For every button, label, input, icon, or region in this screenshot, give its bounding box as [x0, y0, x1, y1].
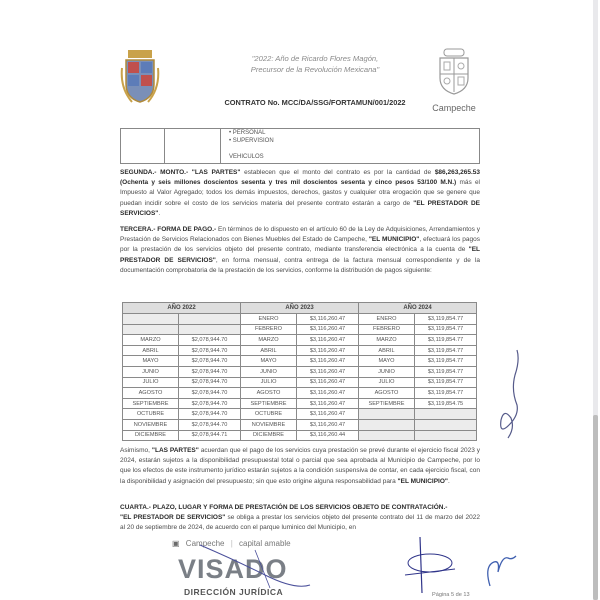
amount-cell: $3,119,854.77	[415, 345, 477, 356]
month-cell: ABRIL	[241, 345, 297, 356]
clause-text: más el Impuesto al Valor Agregado; todos los demás impuestos, derechos, gastos y cualquier otra erogación que se genere que puedan incidir sobre el costo de los servicios materia del presente contrato estarán a cargo de	[120, 179, 480, 207]
amount-cell: $3,116,260.44	[297, 430, 359, 441]
clause-text: acuerdan que el pago de los servicios cuya prestación se prevé durante el ejercicio fiscal 2023 y 2024, estarán sujetos a la disponibilidad presupuestal total o parcial que sea aprobada al Municipio de Campeche, por lo que los efectos de este instrumento jurídico estarán sujetos a la condición suspensiva de contar, en cada ejercicio fiscal, con la disponibilidad y asignación del presupuesto; sin que esto origine alguna responsabilidad para	[120, 447, 480, 485]
month-cell: AGOSTO	[241, 388, 297, 399]
month-cell: ABRIL	[123, 345, 179, 356]
services-table-fragment	[120, 128, 480, 164]
table-row	[123, 345, 477, 356]
amount-cell: $2,078,944.70	[179, 409, 241, 420]
parties-term: "LAS PARTES"	[191, 169, 241, 176]
month-cell: MARZO	[123, 335, 179, 346]
payment-schedule-table	[122, 302, 477, 441]
stamp-title: VISADO	[178, 554, 288, 584]
amount-cell: $3,116,260.47	[297, 345, 359, 356]
table-cell	[121, 129, 165, 163]
crest-icon: ▣	[172, 539, 180, 548]
amount-cell: $3,119,854.77	[415, 335, 477, 346]
month-cell: OCTUBRE	[241, 409, 297, 420]
contract-number: CONTRATO No. MCC/DA/SSG/FORTAMUN/001/2022	[224, 98, 406, 107]
table-row	[123, 430, 477, 441]
clause-text: establecen que el monto del contrato es por la cantidad de	[240, 169, 435, 176]
month-cell: ABRIL	[359, 345, 415, 356]
month-cell: AGOSTO	[359, 388, 415, 399]
month-cell	[359, 419, 415, 430]
month-cell: JULIO	[359, 377, 415, 388]
page-number: Página 5 de 13	[432, 592, 470, 598]
scrollbar-thumb[interactable]	[593, 415, 598, 600]
signature-stamp-overlay-icon	[195, 540, 315, 590]
signature-bottom-left-icon	[400, 535, 470, 595]
amount-cell: $3,116,260.47	[297, 419, 359, 430]
amount-cell: $3,116,260.47	[297, 366, 359, 377]
amount-cell: $3,116,260.47	[297, 398, 359, 409]
provider-term: "EL PRESTADOR DE SERVICIOS"	[120, 199, 480, 217]
amount-cell: $3,116,260.47	[297, 335, 359, 346]
municipio-term: "EL MUNICIPIO"	[368, 236, 420, 244]
provider-term: "EL PRESTADOR DE SERVICIOS"	[120, 246, 480, 264]
clause-text: , efectuará los pagos por la prestación de los servicios objeto del presente contrato, mediante transferencia electrónica a la cuenta de	[120, 236, 480, 254]
table-row	[123, 335, 477, 346]
clause-text: , en forma mensual, contra entrega de la factura mensual correspondiente y de la documentación comprobatoria de la prestación de los servicios, conforme la distribución de pagos siguiente:	[120, 256, 480, 274]
signature-margin-icon	[495, 345, 525, 445]
month-cell: MAYO	[359, 356, 415, 367]
month-cell: JULIO	[241, 377, 297, 388]
table-row	[123, 324, 477, 335]
contract-amount: $86,263,265.53 (Ochenta y seis millones doscientos sesenta y tres mil doscientos sesenta y cinco pesos 53/100 M.N.)	[120, 169, 480, 187]
month-cell: JUNIO	[241, 366, 297, 377]
month-cell: JUNIO	[359, 366, 415, 377]
month-cell: MARZO	[359, 335, 415, 346]
table-cell	[165, 129, 221, 163]
amount-cell: $3,119,854.75	[415, 398, 477, 409]
amount-cell	[415, 419, 477, 430]
parties-term: "LAS PARTES"	[151, 447, 199, 454]
stamp-brand: Campeche	[185, 539, 225, 548]
amount-cell: $3,119,854.77	[415, 388, 477, 399]
table-row	[123, 409, 477, 420]
table-row	[123, 366, 477, 377]
clause-tercera	[120, 225, 480, 276]
motto-line-1: "2022: Año de Ricardo Flores Magón,	[251, 54, 379, 63]
amount-cell: $3,116,260.47	[297, 377, 359, 388]
month-cell: DICIEMBRE	[123, 430, 179, 441]
amount-cell: $3,116,260.47	[297, 314, 359, 325]
amount-cell	[179, 324, 241, 335]
month-cell	[359, 430, 415, 441]
amount-cell: $2,078,944.70	[179, 335, 241, 346]
month-cell: AGOSTO	[123, 388, 179, 399]
month-cell: MAYO	[123, 356, 179, 367]
amount-cell: $3,119,854.77	[415, 366, 477, 377]
stamp-subtitle: DIRECCIÓN JURÍDICA	[184, 587, 284, 597]
amount-cell	[179, 314, 241, 325]
amount-cell: $3,119,854.77	[415, 314, 477, 325]
table-row	[123, 314, 477, 325]
signature-bottom-right-icon	[480, 548, 520, 588]
month-cell: FEBRERO	[359, 324, 415, 335]
motto-line-2: Precursor de la Revolución Mexicana"	[250, 65, 380, 74]
month-cell: SEPTIEMBRE	[241, 398, 297, 409]
table-row	[123, 388, 477, 399]
amount-cell: $2,078,944.71	[179, 430, 241, 441]
amount-cell: $3,116,260.47	[297, 388, 359, 399]
column-header-2023: AÑO 2023	[241, 303, 359, 314]
amount-cell: $3,116,260.47	[297, 356, 359, 367]
amount-cell: $2,078,944.70	[179, 419, 241, 430]
month-cell	[123, 324, 179, 335]
amount-cell: $3,119,854.77	[415, 377, 477, 388]
clause-text: En términos de lo dispuesto en el artículo 60 de la Ley de Adquisiciones, Arrendamientos y Prestación de Servicios Relacionados con Bienes Muebles del Estado de Campeche,	[120, 226, 480, 244]
month-cell: DICIEMBRE	[241, 430, 297, 441]
services-list	[229, 129, 274, 161]
provider-term: "EL PRESTADOR DE SERVICIOS"	[120, 514, 226, 522]
table-row	[123, 419, 477, 430]
month-cell	[359, 409, 415, 420]
amount-cell: $3,116,260.47	[297, 409, 359, 420]
month-cell: ENERO	[359, 314, 415, 325]
clause-asimismo	[120, 446, 480, 487]
clause-heading: CUARTA.- PLAZO, LUGAR Y FORMA DE PRESTACIÓN DE LOS SERVICIOS OBJETO DE CONTRATACIÓN.-	[120, 504, 448, 511]
amount-cell: $2,078,944.70	[179, 377, 241, 388]
table-header-row	[123, 303, 477, 314]
table-row	[123, 398, 477, 409]
list-item: • PERSONAL	[229, 130, 266, 136]
list-item: VEHICULOS	[229, 154, 264, 160]
amount-cell: $3,119,854.77	[415, 324, 477, 335]
amount-cell: $2,078,944.70	[179, 345, 241, 356]
column-header-2022: AÑO 2022	[123, 303, 241, 314]
amount-cell: $2,078,944.70	[179, 356, 241, 367]
clause-segunda	[120, 168, 480, 219]
amount-cell: $2,078,944.70	[179, 388, 241, 399]
header-motto	[200, 53, 430, 75]
amount-cell	[415, 409, 477, 420]
month-cell: SEPTIEMBRE	[123, 398, 179, 409]
clause-text: .	[158, 209, 161, 217]
amount-cell: $3,116,260.47	[297, 324, 359, 335]
clause-heading: SEGUNDA.- MONTO.-	[120, 169, 189, 176]
month-cell: ENERO	[241, 314, 297, 325]
table-row	[123, 356, 477, 367]
amount-cell: $3,119,854.77	[415, 356, 477, 367]
column-header-2024: AÑO 2024	[359, 303, 477, 314]
clause-text: .	[448, 477, 450, 485]
clause-text: se obliga a prestar los servicios objeto del presente contrato del 11 de marzo del 2022 al 20 de septiembre de 2024, de acuerdo con el parque luminico del Municipio, en	[120, 514, 480, 532]
month-cell: NOVIEMBRE	[123, 419, 179, 430]
municipality-name: Campeche	[432, 103, 476, 113]
clause-cuarta	[120, 503, 480, 534]
list-item: • SUPERVISION	[229, 138, 274, 144]
month-cell	[123, 314, 179, 325]
month-cell: JULIO	[123, 377, 179, 388]
month-cell: SEPTIEMBRE	[359, 398, 415, 409]
month-cell: FEBRERO	[241, 324, 297, 335]
clause-text: Asimismo,	[120, 447, 152, 454]
municipio-term: "EL MUNICIPIO"	[397, 477, 448, 485]
municipality-crest-icon	[432, 46, 476, 108]
stamp-logo-row: ▣ Campeche | capital amable	[172, 539, 291, 548]
table-row	[123, 377, 477, 388]
month-cell: MAYO	[241, 356, 297, 367]
amount-cell	[415, 430, 477, 441]
month-cell: JUNIO	[123, 366, 179, 377]
amount-cell: $2,078,944.70	[179, 398, 241, 409]
month-cell: MARZO	[241, 335, 297, 346]
amount-cell: $2,078,944.70	[179, 366, 241, 377]
month-cell: OCTUBRE	[123, 409, 179, 420]
month-cell: NOVIEMBRE	[241, 419, 297, 430]
clause-heading: TERCERA.- FORMA DE PAGO.-	[120, 226, 217, 233]
stamp-slogan: capital amable	[239, 539, 291, 548]
state-coat-of-arms-icon	[120, 48, 160, 108]
